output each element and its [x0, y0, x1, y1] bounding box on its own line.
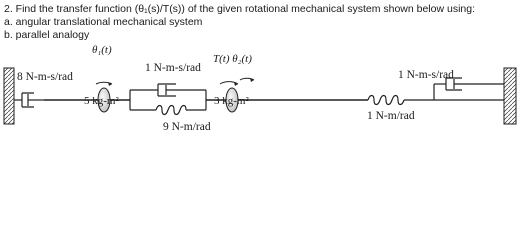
question-line-3: b. parallel analogy: [4, 29, 90, 41]
inertia-right-label: 3 kg-m²: [214, 95, 249, 107]
question-line-1: 2. Find the transfer function (θ₁(s)/T(s)) of the given rotational mechanical system shown below using:: [4, 3, 476, 15]
question-line-2: a. angular translational mechanical system: [4, 16, 203, 28]
right-wall: [504, 68, 516, 124]
right-damper: [434, 78, 504, 100]
middle-spring: [130, 106, 206, 115]
middle-damper: [130, 84, 206, 110]
theta1-label: θ₁(t): [92, 44, 112, 56]
spring-middle-label: 9 N-m/rad: [163, 121, 211, 133]
damper-middle-label: 1 N-m-s/rad: [145, 62, 201, 74]
right-spring: [368, 96, 434, 105]
inertia-left-label: 5 kg-m²: [84, 95, 119, 107]
left-wall: [4, 68, 14, 124]
damper-right-label: 1 N-m-s/rad: [398, 69, 454, 81]
spring-right-label: 1 N-m/rad: [367, 110, 415, 122]
torque-theta2-label: T(t) θ₂(t): [213, 53, 252, 65]
theta1-arrowhead-icon: [108, 82, 112, 86]
left-damper: [14, 93, 44, 107]
damper-left-label: 8 N-m-s/rad: [17, 71, 73, 83]
